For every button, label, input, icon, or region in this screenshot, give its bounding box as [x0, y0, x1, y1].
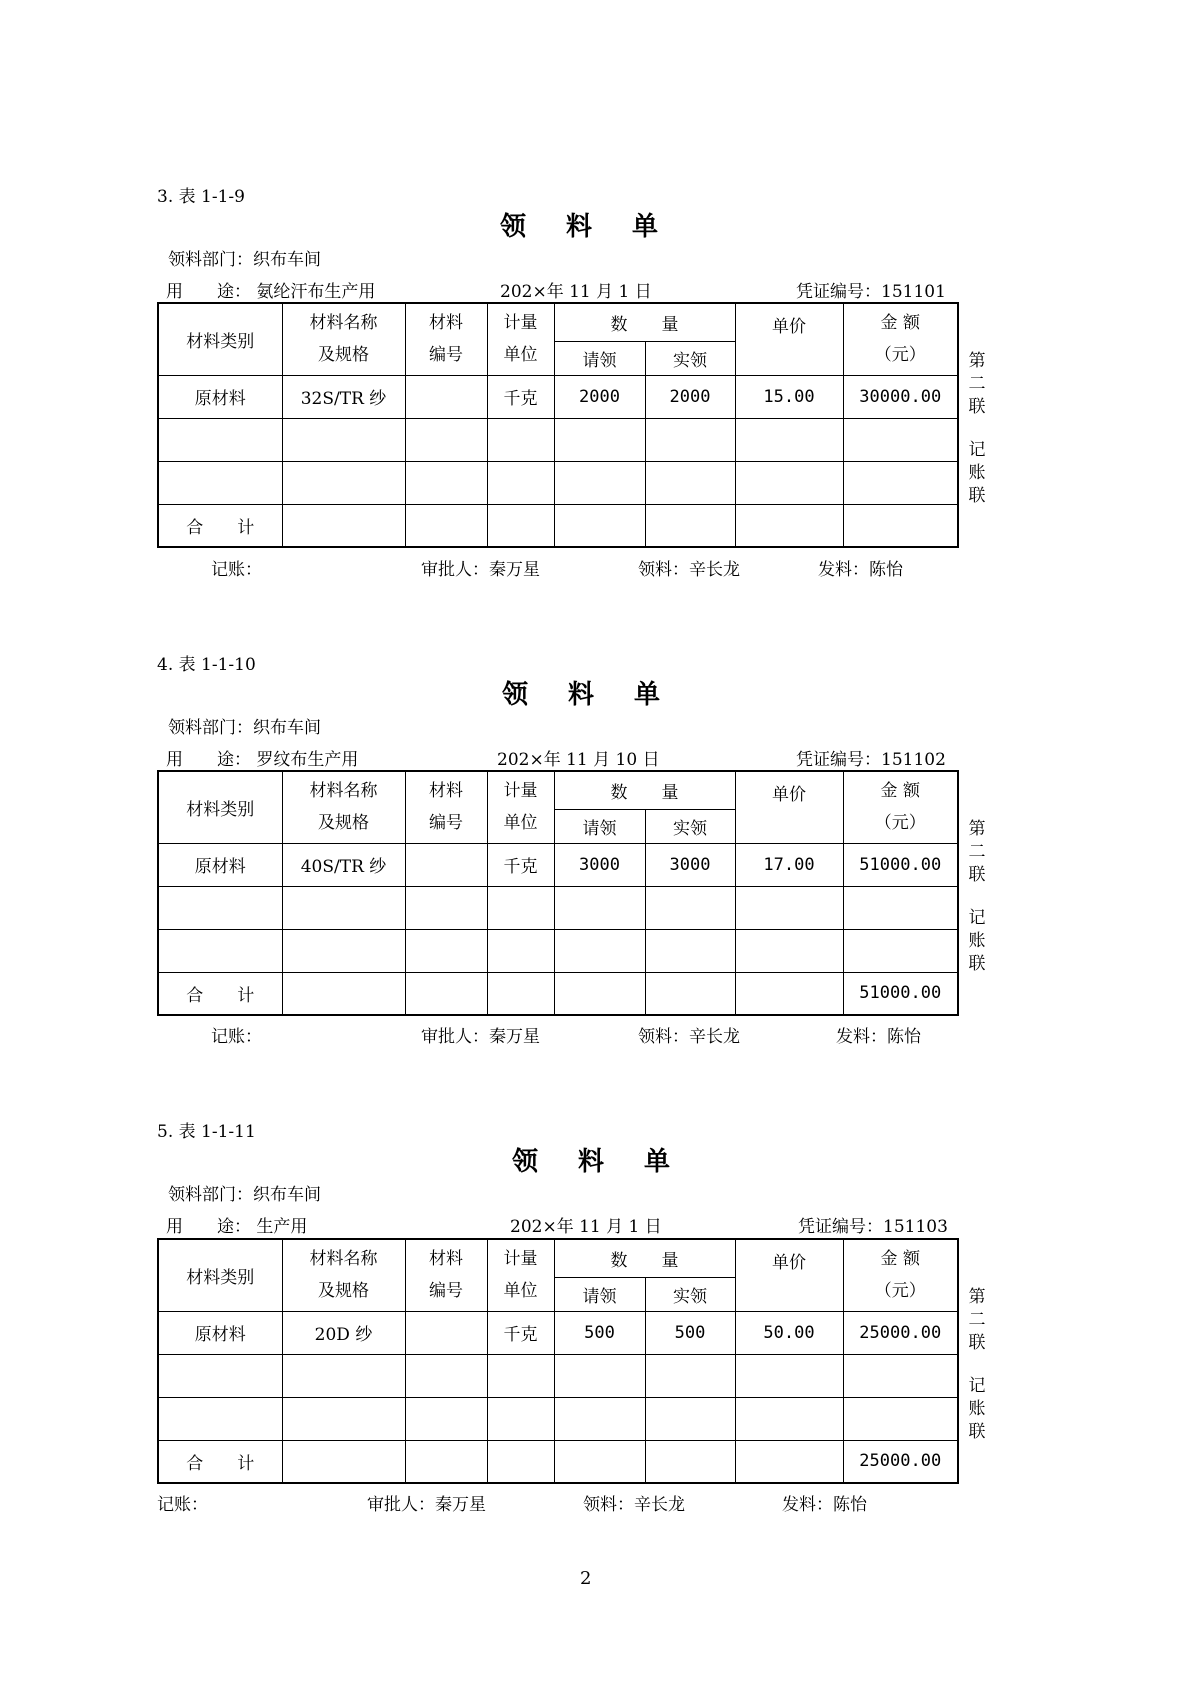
header-text: （元） — [874, 813, 926, 834]
title-char: 领 — [512, 1147, 539, 1177]
sig-bookkeeper: 记账： — [157, 1495, 208, 1515]
purpose: 用 途： 罗纹布生产用 — [166, 750, 359, 770]
header-quantity: 数 量 — [554, 1239, 735, 1277]
total-amount — [843, 504, 958, 547]
header-text: 单位 — [503, 813, 538, 834]
total-row — [158, 504, 958, 547]
header-price: 单价 — [735, 771, 843, 843]
header-code — [405, 1239, 487, 1311]
table-row-empty — [158, 886, 958, 929]
header-text: 金 额 — [880, 781, 920, 802]
cell-requested: 500 — [554, 1311, 645, 1354]
sig-approver: 审批人：秦万星 — [421, 1027, 540, 1047]
copy-label — [966, 350, 988, 508]
table-row — [158, 843, 958, 886]
side-char: 第 — [968, 819, 986, 839]
header-text: 及规格 — [318, 345, 369, 366]
cell-code — [405, 375, 487, 418]
total-label: 合 计 — [158, 972, 282, 1015]
side-char: 记 — [968, 440, 986, 460]
header-amount — [843, 303, 958, 375]
department: 领料部门：织布车间 — [168, 1185, 321, 1205]
total-label: 合 计 — [158, 504, 282, 547]
side-char: 账 — [968, 463, 986, 483]
section-label: 3. 表 1-1-9 — [157, 187, 245, 207]
header-amount — [843, 771, 958, 843]
requisition-table — [157, 770, 959, 1016]
department: 领料部门：织布车间 — [168, 718, 321, 738]
purpose: 用 途： 氨纶汗布生产用 — [166, 282, 376, 302]
cell-name: 20D 纱 — [282, 1311, 405, 1354]
header-text: 及规格 — [318, 1281, 369, 1302]
side-char: 联 — [968, 954, 986, 974]
side-char: 二 — [968, 842, 986, 862]
header-text: 单位 — [503, 1281, 538, 1302]
cell-unit: 千克 — [487, 1311, 554, 1354]
department: 领料部门：织布车间 — [168, 250, 321, 270]
header-text: 计量 — [503, 313, 538, 334]
cell-code — [405, 1311, 487, 1354]
title-char: 领 — [502, 680, 529, 710]
copy-label — [966, 818, 988, 976]
form-date: 202×年 11 月 1 日 — [500, 282, 652, 302]
header-text: 材料 — [429, 313, 463, 334]
side-char: 二 — [968, 1310, 986, 1330]
side-char: 联 — [968, 1422, 986, 1442]
form-date: 202×年 11 月 10 日 — [497, 750, 660, 770]
cell-price: 15.00 — [735, 375, 843, 418]
table-row-empty — [158, 929, 958, 972]
sig-receiver: 领料：辛长龙 — [583, 1495, 685, 1515]
cell-amount: 25000.00 — [843, 1311, 958, 1354]
cell-price: 17.00 — [735, 843, 843, 886]
header-text: 材料名称 — [309, 313, 378, 334]
header-text: 及规格 — [318, 813, 369, 834]
header-text: 编号 — [429, 813, 463, 834]
sig-issuer: 发料：陈怡 — [818, 560, 903, 580]
cell-category: 原材料 — [158, 1311, 282, 1354]
title-char: 料 — [568, 680, 595, 710]
form-title — [502, 674, 660, 711]
title-char: 单 — [644, 1147, 671, 1177]
voucher-number: 凭证编号：151102 — [796, 750, 946, 770]
header-text: 金 额 — [880, 313, 920, 334]
title-char: 单 — [632, 212, 659, 242]
header-requested: 请领 — [554, 1277, 645, 1311]
sig-bookkeeper: 记账： — [211, 1027, 262, 1047]
sig-issuer: 发料：陈怡 — [782, 1495, 867, 1515]
header-text: 材料名称 — [309, 781, 378, 802]
side-char: 账 — [968, 931, 986, 951]
sig-receiver: 领料：辛长龙 — [638, 1027, 740, 1047]
header-text: （元） — [874, 345, 926, 366]
form-date: 202×年 11 月 1 日 — [510, 1217, 662, 1237]
purpose: 用 途： 生产用 — [166, 1217, 308, 1237]
header-code — [405, 771, 487, 843]
side-char: 账 — [968, 1399, 986, 1419]
header-text: 编号 — [429, 1281, 463, 1302]
sig-issuer: 发料：陈怡 — [836, 1027, 921, 1047]
section-label: 5. 表 1-1-11 — [157, 1122, 256, 1142]
cell-name: 40S/TR 纱 — [282, 843, 405, 886]
header-text: 计量 — [503, 781, 538, 802]
requisition-table — [157, 1238, 959, 1484]
header-text: 计量 — [503, 1249, 538, 1270]
cell-name: 32S/TR 纱 — [282, 375, 405, 418]
header-quantity: 数 量 — [554, 303, 735, 341]
header-name — [282, 771, 405, 843]
total-amount: 51000.00 — [843, 972, 958, 1015]
header-requested: 请领 — [554, 341, 645, 375]
header-code — [405, 303, 487, 375]
title-char: 料 — [578, 1147, 605, 1177]
cell-category: 原材料 — [158, 375, 282, 418]
side-char: 第 — [968, 351, 986, 371]
title-char: 领 — [500, 212, 527, 242]
cell-requested: 3000 — [554, 843, 645, 886]
header-actual: 实领 — [645, 1277, 735, 1311]
total-row — [158, 1440, 958, 1483]
table-row — [158, 1311, 958, 1354]
cell-code — [405, 843, 487, 886]
header-text: 材料名称 — [309, 1249, 378, 1270]
header-quantity: 数 量 — [554, 771, 735, 809]
header-name — [282, 1239, 405, 1311]
requisition-table — [157, 302, 959, 548]
section-label: 4. 表 1-1-10 — [157, 655, 256, 675]
cell-unit: 千克 — [487, 843, 554, 886]
sig-approver: 审批人：秦万星 — [421, 560, 540, 580]
side-char: 第 — [968, 1287, 986, 1307]
cell-price: 50.00 — [735, 1311, 843, 1354]
total-row — [158, 972, 958, 1015]
title-char: 料 — [566, 212, 593, 242]
table-row-empty — [158, 1397, 958, 1440]
header-text: （元） — [874, 1281, 926, 1302]
header-actual: 实领 — [645, 809, 735, 843]
sig-approver: 审批人：秦万星 — [367, 1495, 486, 1515]
header-unit — [487, 303, 554, 375]
header-text: 编号 — [429, 345, 463, 366]
side-char: 联 — [968, 1333, 986, 1353]
title-char: 单 — [634, 680, 661, 710]
form-title — [500, 206, 658, 243]
header-text: 材料 — [429, 1249, 463, 1270]
sig-receiver: 领料：辛长龙 — [638, 560, 740, 580]
header-unit — [487, 1239, 554, 1311]
voucher-number: 凭证编号：151101 — [796, 282, 946, 302]
side-char: 二 — [968, 374, 986, 394]
form-title — [512, 1141, 670, 1178]
header-category: 材料类别 — [158, 303, 282, 375]
header-text: 金 额 — [880, 1249, 920, 1270]
header-requested: 请领 — [554, 809, 645, 843]
sig-bookkeeper: 记账： — [211, 560, 262, 580]
cell-actual: 2000 — [645, 375, 735, 418]
header-category: 材料类别 — [158, 1239, 282, 1311]
side-char: 记 — [968, 1376, 986, 1396]
cell-amount: 51000.00 — [843, 843, 958, 886]
side-char: 记 — [968, 908, 986, 928]
cell-unit: 千克 — [487, 375, 554, 418]
table-row — [158, 375, 958, 418]
side-char: 联 — [968, 486, 986, 506]
table-row-empty — [158, 1354, 958, 1397]
side-char: 联 — [968, 397, 986, 417]
table-row-empty — [158, 418, 958, 461]
side-char: 联 — [968, 865, 986, 885]
copy-label — [966, 1286, 988, 1444]
cell-amount: 30000.00 — [843, 375, 958, 418]
header-price: 单价 — [735, 1239, 843, 1311]
header-price: 单价 — [735, 303, 843, 375]
header-text: 单位 — [503, 345, 538, 366]
voucher-number: 凭证编号：151103 — [798, 1217, 948, 1237]
header-amount — [843, 1239, 958, 1311]
total-label: 合 计 — [158, 1440, 282, 1483]
header-unit — [487, 771, 554, 843]
cell-actual: 500 — [645, 1311, 735, 1354]
cell-actual: 3000 — [645, 843, 735, 886]
header-text: 材料 — [429, 781, 463, 802]
total-amount: 25000.00 — [843, 1440, 958, 1483]
header-category: 材料类别 — [158, 771, 282, 843]
page-number: 2 — [580, 1568, 592, 1589]
cell-requested: 2000 — [554, 375, 645, 418]
table-row-empty — [158, 461, 958, 504]
cell-category: 原材料 — [158, 843, 282, 886]
header-name — [282, 303, 405, 375]
header-actual: 实领 — [645, 341, 735, 375]
